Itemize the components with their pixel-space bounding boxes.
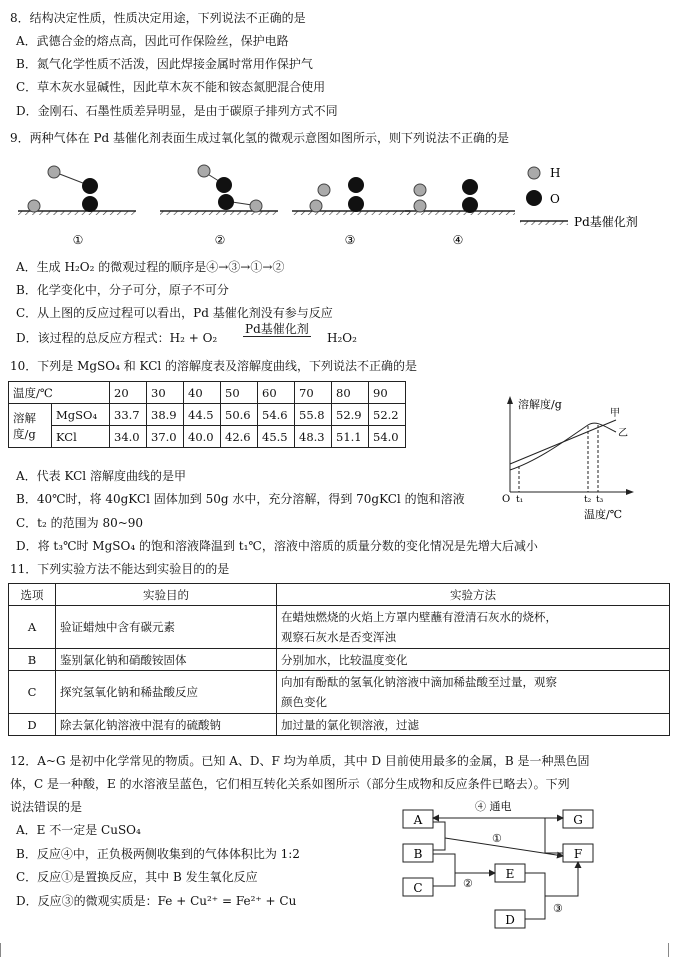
value-cell: 45.5 — [258, 426, 295, 448]
q9-panel-4 — [405, 179, 515, 215]
q12-relation-diagram — [395, 798, 625, 938]
q9-eq-product: H₂O₂ — [327, 331, 357, 345]
header-purpose: 实验目的 — [56, 584, 277, 606]
q9-panel-2 — [160, 165, 278, 215]
page-corner-mark — [0, 943, 9, 957]
value-cell: 34.0 — [110, 426, 147, 448]
row-method-line: 在蜡烛燃烧的火焰上方罩内壁蘸有澄清石灰水的烧杯， — [281, 610, 557, 624]
row-method-line: 加过量的氯化钡溶液，过滤 — [277, 714, 670, 736]
value-cell: 54.0 — [369, 426, 406, 448]
node-b: B — [413, 847, 423, 861]
q8-option-c: C．草木灰水显碱性，因此草木灰不能和铵态氮肥混合使用 — [16, 80, 326, 94]
graph-ylabel: 溶解度/g — [518, 398, 562, 411]
row-purpose: 验证蜡烛中含有碳元素 — [56, 606, 277, 649]
q11-experiment-table — [8, 583, 670, 736]
q10-solubility-table — [8, 381, 406, 448]
q9-micro-diagram — [0, 155, 679, 250]
graph-t2: t₂ — [584, 495, 592, 505]
node-c: C — [413, 881, 423, 895]
value-cell: 48.3 — [295, 426, 332, 448]
value-cell: 54.6 — [258, 404, 295, 426]
reaction-3-label: ③ — [553, 902, 563, 915]
node-f: F — [573, 847, 583, 861]
row-purpose: 除去氯化钠溶液中混有的硫酸钠 — [56, 714, 277, 736]
row-method-line: 向加有酚酞的氢氧化钠溶液中滴加稀盐酸至过量，观察 — [281, 675, 557, 689]
row-method-line: 观察石灰水是否变浑浊 — [281, 630, 396, 644]
row-purpose: 鉴别氯化钠和硝酸铵固体 — [56, 649, 277, 671]
q10-stem: 10．下列是 MgSO₄ 和 KCl 的溶解度表及溶解度曲线，下列说法不正确的是 — [10, 359, 418, 373]
value-cell: 50.6 — [221, 404, 258, 426]
q9-stem: 9．两种气体在 Pd 基催化剂表面生成过氧化氢的微观示意图如图所示，则下列说法不正确的是 — [10, 131, 510, 145]
value-cell: 40.0 — [184, 426, 221, 448]
value-cell: 38.9 — [147, 404, 184, 426]
graph-t3: t₃ — [596, 495, 604, 505]
temp-cell: 90 — [369, 382, 406, 404]
reaction-1-label: ① — [492, 832, 502, 845]
value-cell: 37.0 — [147, 426, 184, 448]
temp-cell: 40 — [184, 382, 221, 404]
value-cell: 52.2 — [369, 404, 406, 426]
q11-stem: 11．下列实验方法不能达到实验目的的是 — [10, 562, 230, 576]
q9-option-d: D．该过程的总反应方程式：H₂ + O₂ — [16, 331, 218, 345]
temp-cell: 30 — [147, 382, 184, 404]
node-d: D — [505, 913, 515, 927]
node-e: E — [505, 867, 515, 881]
temp-cell: 80 — [332, 382, 369, 404]
q12-option-c: C．反应①是置换反应，其中 B 发生氧化反应 — [16, 870, 258, 884]
q9-option-c: C．从上图的反应过程可以看出，Pd 基催化剂没有参与反应 — [16, 306, 333, 320]
row-option: C — [9, 671, 56, 714]
temp-cell: 60 — [258, 382, 295, 404]
q9-option-a: A．生成 H₂O₂ 的微观过程的顺序是④→③→①→② — [16, 260, 285, 274]
row-option: A — [9, 606, 56, 649]
row-option: B — [9, 649, 56, 671]
q9-panel-3 — [292, 177, 410, 215]
q9-label-2: ② — [214, 233, 226, 247]
reaction-4-label: ④ 通电 — [475, 800, 512, 813]
temp-header: 温度/℃ — [9, 382, 110, 404]
graph-label-yi: 乙 — [618, 428, 628, 439]
solubility-header: 溶解度/g — [9, 404, 52, 448]
q9-label-4: ④ — [452, 233, 464, 247]
q12-option-a: A．E 不一定是 CuSO₄ — [16, 823, 141, 837]
node-g: G — [573, 813, 583, 827]
reaction-2-label: ② — [463, 877, 473, 890]
legend-catalyst-label: Pd基催化剂 — [574, 215, 638, 229]
q9-option-b: B．化学变化中，分子可分，原子不可分 — [16, 283, 229, 297]
q8-option-d: D．金刚石、石墨性质差异明显，是由于碳原子排列方式不同 — [16, 104, 338, 118]
q8-option-a: A．武德合金的熔点高，因此可作保险丝，保护电路 — [16, 34, 289, 48]
q12-option-d: D．反应③的微观实质是：Fe + Cu²⁺ = Fe²⁺ + Cu — [16, 894, 297, 908]
row-name-mgso4: MgSO₄ — [52, 404, 110, 426]
row-method-line: 颜色变化 — [281, 695, 327, 709]
legend-h-atom — [528, 167, 540, 179]
header-option: 选项 — [9, 584, 56, 606]
curve-yi — [510, 420, 616, 464]
q12-option-b: B．反应④中，正负极两侧收集到的气体体积比为 1:2 — [16, 847, 300, 861]
legend-h-label: H — [550, 166, 561, 180]
q9-label-1: ① — [72, 233, 84, 247]
graph-origin: O — [502, 494, 511, 505]
temp-cell: 20 — [110, 382, 147, 404]
temp-cell: 50 — [221, 382, 258, 404]
q12-stem-1: 12．A~G 是初中化学常见的物质。已知 A、D、F 均为单质，其中 D 目前使用最多的金属，B 是一种黑色固 — [10, 754, 590, 768]
graph-xlabel: 温度/℃ — [584, 508, 623, 521]
q9-panel-1 — [18, 166, 136, 215]
legend-o-label: O — [550, 192, 560, 206]
q10-option-a: A．代表 KCl 溶解度曲线的是甲 — [16, 469, 186, 483]
q12-stem-2: 体，C 是一种酸，E 的水溶液呈蓝色，它们相互转化关系如图所示（部分生成物和反应条件已略去）。下列 — [10, 777, 570, 791]
q10-option-c: C．t₂ 的范围为 80~90 — [16, 516, 144, 530]
legend-o-atom — [526, 190, 542, 206]
graph-t1: t₁ — [516, 495, 524, 505]
value-cell: 55.8 — [295, 404, 332, 426]
q12-stem-3: 说法错误的是 — [10, 800, 83, 814]
curve-jia — [510, 423, 616, 470]
q8-stem: 8．结构决定性质，性质决定用途，下列说法不正确的是 — [10, 11, 306, 25]
row-purpose: 探究氢氧化钠和稀盐酸反应 — [56, 671, 277, 714]
page-corner-mark — [660, 943, 669, 957]
value-cell: 33.7 — [110, 404, 147, 426]
row-option: D — [9, 714, 56, 736]
value-cell: 42.6 — [221, 426, 258, 448]
row-method-line: 分别加水，比较温度变化 — [277, 649, 670, 671]
node-a: A — [413, 813, 423, 827]
q10-option-b: B．40℃时，将 40gKCl 固体加到 50g 水中，充分溶解，得到 70gKCl 的饱和溶液 — [16, 492, 465, 506]
value-cell: 51.1 — [332, 426, 369, 448]
q9-eq-condition: Pd基催化剂 — [245, 322, 309, 336]
value-cell: 52.9 — [332, 404, 369, 426]
q10-solubility-graph — [500, 392, 670, 522]
header-method: 实验方法 — [277, 584, 670, 606]
q9-label-3: ③ — [344, 233, 356, 247]
value-cell: 44.5 — [184, 404, 221, 426]
temp-cell: 70 — [295, 382, 332, 404]
graph-label-jia: 甲 — [610, 408, 620, 419]
row-name-kcl: KCl — [52, 426, 110, 448]
q10-option-d: D．将 t₃℃时 MgSO₄ 的饱和溶液降温到 t₁℃，溶液中溶质的质量分数的变化情况是先增大后减小 — [16, 539, 538, 553]
q8-option-b: B．氮气化学性质不活泼，因此焊接金属时常用作保护气 — [16, 57, 313, 71]
